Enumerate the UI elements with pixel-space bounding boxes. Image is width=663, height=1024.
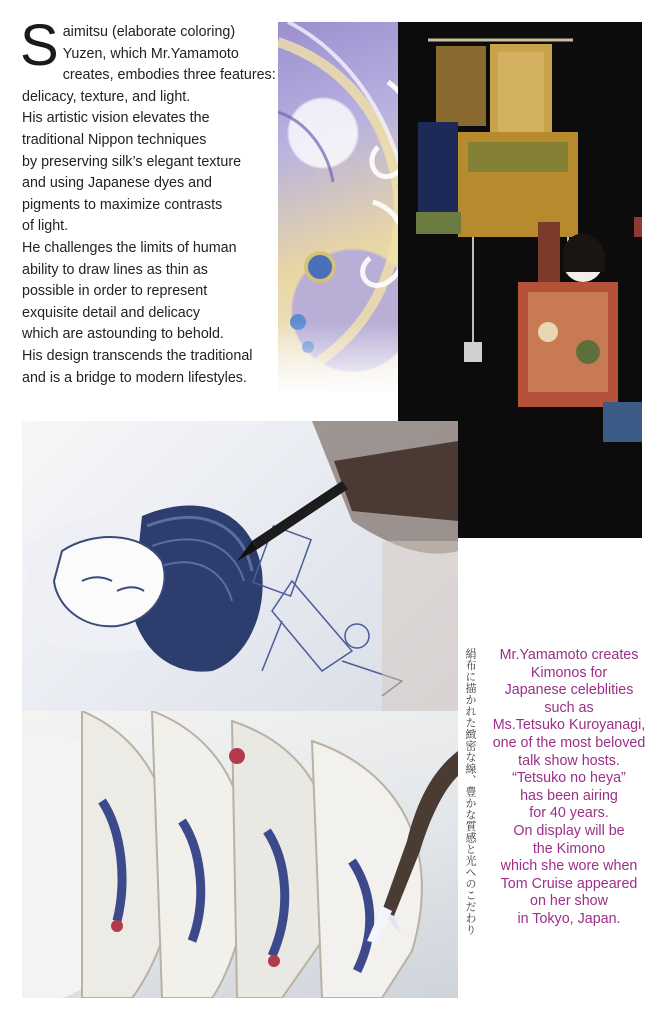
celebrity-line: has been airing bbox=[520, 787, 618, 804]
intro-line: and using Japanese dyes and bbox=[22, 175, 212, 192]
celebrity-line: Kimonos for bbox=[530, 664, 608, 681]
intro-line: by preserving silk’s elegant texture bbox=[22, 153, 242, 170]
japanese-vertical-caption: 絹布に描かれた緻密な線、豊かな質感と光へのこだわり bbox=[464, 648, 477, 936]
intro-line: exquisite detail and delicacy bbox=[22, 304, 201, 321]
celebrity-line: for 40 years. bbox=[529, 805, 609, 822]
celebrity-line: which she wore when bbox=[500, 858, 638, 875]
drop-cap: S bbox=[20, 13, 59, 78]
intro-text bbox=[20, 13, 282, 389]
intro-line: aimitsu (elaborate coloring) bbox=[62, 24, 236, 40]
celebrity-text bbox=[481, 647, 657, 929]
intro-line: possible in order to represent bbox=[22, 283, 208, 300]
intro-line: traditional Nippon techniques bbox=[22, 131, 207, 148]
intro-line: His artistic vision elevates the bbox=[22, 110, 210, 127]
intro-line: ability to draw lines as thin as bbox=[22, 261, 208, 278]
celebrity-line: Japanese celeblities bbox=[504, 682, 634, 699]
painting-photo-feathers bbox=[22, 711, 458, 998]
painting-illustration-2 bbox=[22, 711, 458, 998]
celebrity-line: on her show bbox=[530, 893, 608, 910]
celebrity-line: Tom Cruise appeared bbox=[500, 875, 638, 892]
celebrity-line: in Tokyo, Japan. bbox=[517, 910, 621, 927]
celebrity-line: Mr.Yamamoto creates bbox=[499, 647, 639, 663]
intro-line: creates, embodies three features: bbox=[62, 67, 276, 84]
painting-illustration-1 bbox=[22, 421, 458, 711]
intro-line: He challenges the limits of human bbox=[22, 239, 237, 256]
painting-photo-blue-figure bbox=[22, 421, 458, 711]
celebrity-line: “Tetsuko no heya” bbox=[512, 770, 626, 787]
intro-line: of light. bbox=[22, 218, 69, 235]
intro-line: Yuzen, which Mr.Yamamoto bbox=[62, 45, 239, 62]
celebrity-line: the Kimono bbox=[532, 840, 606, 857]
celebrity-line: Ms.Tetsuko Kuroyanagi, bbox=[492, 717, 646, 734]
intro-line: delicacy, texture, and light. bbox=[22, 88, 191, 105]
intro-line: which are astounding to behold. bbox=[22, 326, 224, 343]
intro-line: pigments to maximize contrasts bbox=[22, 196, 223, 213]
intro-line: and is a bridge to modern lifestyles. bbox=[22, 369, 247, 386]
celebrity-line: such as bbox=[544, 699, 594, 716]
celebrity-line: one of the most beloved bbox=[492, 734, 646, 751]
intro-line: His design transcends the traditional bbox=[22, 347, 253, 364]
celebrity-line: On display will be bbox=[513, 822, 625, 839]
celebrity-line: talk show hosts. bbox=[518, 752, 620, 769]
